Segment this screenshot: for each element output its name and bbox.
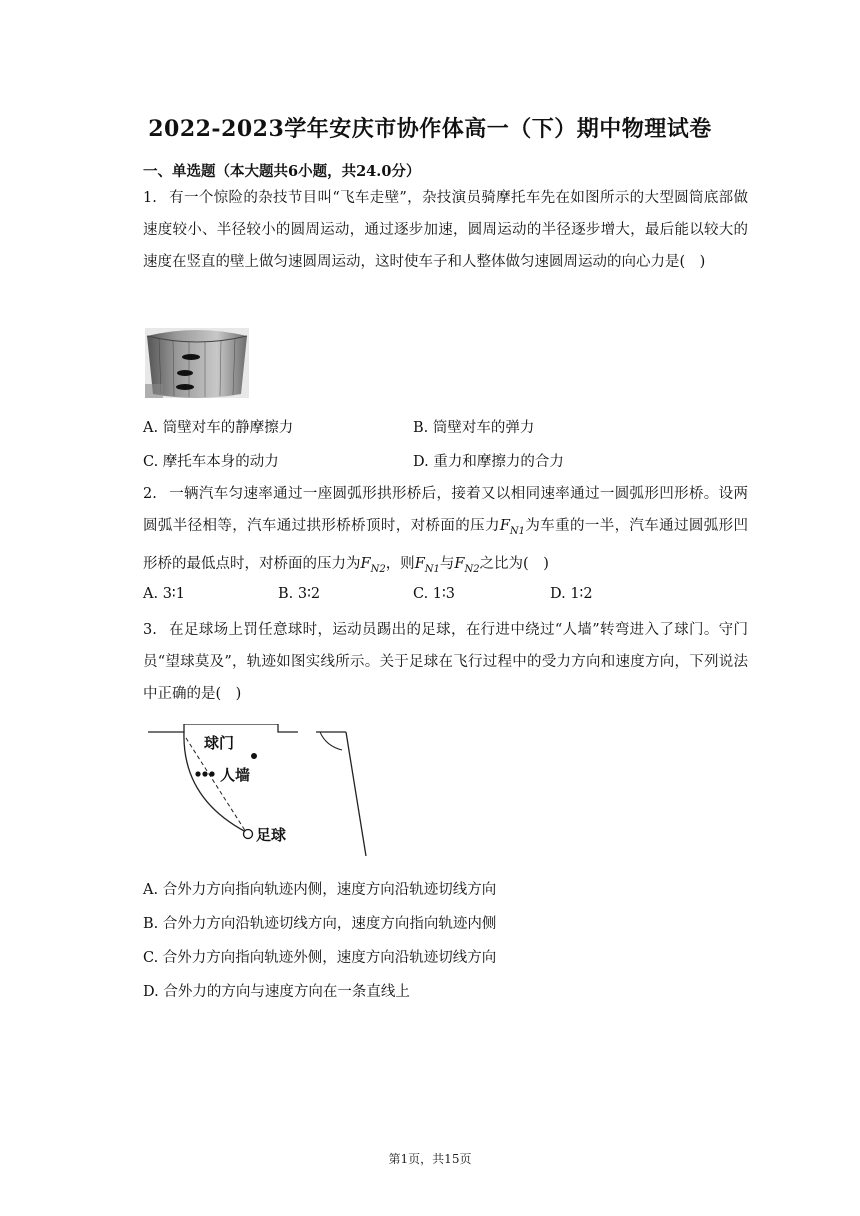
option-a[interactable]: A. 筒壁对车的静摩擦力 [143,420,294,436]
force-fn1: $F_{N1}$ [414,555,440,575]
force-fn2: $F_{N2}$ [454,555,480,575]
option-d[interactable]: D. 重力和摩擦力的合力 [413,454,564,470]
label-goal: 球门 [204,734,235,752]
question-number: 2. [143,486,157,502]
wall-dot [202,771,207,776]
option-a[interactable]: A. 合外力方向指向轨迹内侧，速度方向沿轨迹切线方向 [143,882,497,898]
force-fn2: $F_{N2}$ [360,555,386,575]
question-text: 有一个惊险的杂技节目叫“飞车走壁”，杂技演员骑摩托车先在如图所示的大型圆筒底部做速度较小、半径较小的圆周运动，通过逐步加速，圆周运动的半径逐步增大，最后能以较大的速度在竖直的壁上做匀速圆周运动，这时使车子和人整体做匀速圆周运动的向心力是( ) [143,190,748,270]
force-fn1: $F_{N1}$ [499,518,525,537]
q1-figure-cylinder [145,328,249,398]
page-title: 2022-2023学年安庆市协作体高一（下）期中物理试卷 [148,116,712,142]
option-c[interactable]: C. 合外力方向指向轨迹外侧，速度方向沿轨迹切线方向 [143,950,497,966]
wall-dot [209,771,214,776]
label-wall: 人墙 [220,766,251,784]
wall-dot [195,771,200,776]
question-number: 1. [143,190,157,206]
option-c[interactable]: C. 1∶3 [413,586,456,602]
question-3 [143,614,748,710]
goal-dot [251,753,257,759]
ball-icon [244,830,253,839]
section-heading: 一、单选题（本大题共6小题，共24.0分） [143,163,421,180]
option-d[interactable]: D. 合外力的方向与速度方向在一条直线上 [143,984,410,1000]
question-2: 2. 一辆汽车匀速率通过一座圆弧形拱形桥后，接着又以相同速率通过一圆弧形凹形桥。设两圆弧半径相等，汽车通过拱形桥桥顶时，对桥面的压力$F_{N1}$为车重的一半，汽车通过圆弧形凹形桥的最低点时，对桥面的压力为$F_{N2}$，则$F_{N1}$与$F_{N2}$之比为( ) [143,486,749,575]
question-number: 3. [143,622,157,638]
option-d[interactable]: D. 1∶2 [550,586,593,602]
option-b[interactable]: B. 筒壁对车的弹力 [413,420,535,436]
option-b[interactable]: B. 3∶2 [278,586,321,602]
question-1 [143,182,748,278]
option-c[interactable]: C. 摩托车本身的动力 [143,454,279,470]
option-a[interactable]: A. 3∶1 [143,586,185,602]
option-b[interactable]: B. 合外力方向沿轨迹切线方向，速度方向指向轨迹内侧 [143,916,497,932]
question-text: 在足球场上罚任意球时，运动员踢出的足球，在行进中绕过“人墙”转弯进入了球门。守门员“望球莫及”，轨迹如图实线所示。关于足球在飞行过程中的受力方向和速度方向，下列说法中正确的是( ) [143,622,748,702]
page-footer: 第1页，共15页 [388,1152,472,1166]
q3-figure-soccer [148,724,373,859]
label-ball: 足球 [256,826,287,844]
